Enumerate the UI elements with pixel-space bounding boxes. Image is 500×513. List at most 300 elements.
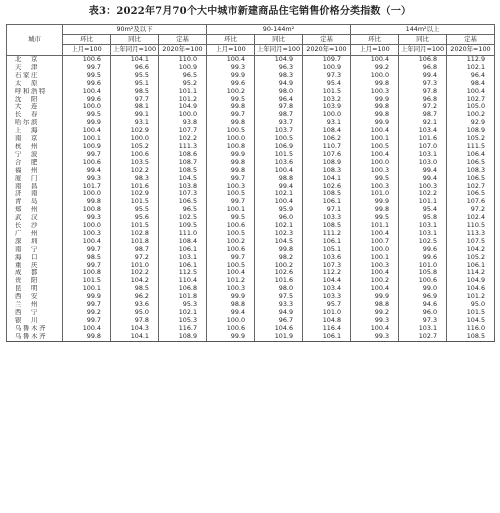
index-value-cell: 106.9 (255, 143, 303, 151)
index-value-cell: 101.5 (303, 88, 351, 96)
index-value-cell: 99.9 (351, 293, 399, 301)
index-value-cell: 106.8 (159, 285, 207, 293)
index-value-cell: 100.3 (351, 88, 399, 96)
index-value-cell: 99.7 (207, 175, 255, 183)
index-value-cell: 101.1 (399, 198, 447, 206)
index-value-cell: 106.1 (303, 198, 351, 206)
table-row (7, 143, 495, 151)
city-name-cell: 兰 州 (7, 301, 63, 309)
index-value-cell: 93.6 (111, 301, 159, 309)
table-row (7, 119, 495, 127)
index-value-cell: 102.7 (447, 183, 495, 191)
index-value-cell: 98.0 (255, 285, 303, 293)
table-row (7, 238, 495, 246)
city-name-cell: 郑 州 (7, 206, 63, 214)
index-value-cell: 106.1 (159, 262, 207, 270)
index-value-cell: 108.3 (303, 167, 351, 175)
index-value-cell: 102.2 (159, 135, 207, 143)
index-value-cell: 100.8 (63, 206, 111, 214)
index-value-cell: 104.1 (303, 175, 351, 183)
index-value-cell: 102.2 (399, 190, 447, 198)
table-row (7, 198, 495, 206)
index-value-cell: 100.5 (255, 135, 303, 143)
index-value-cell: 98.7 (111, 246, 159, 254)
index-value-cell: 112.9 (447, 56, 495, 64)
city-name-cell: 南 京 (7, 135, 63, 143)
index-value-cell: 97.2 (111, 254, 159, 262)
city-name-cell: 青 岛 (7, 198, 63, 206)
header-yoy: 同比 (399, 35, 447, 45)
index-value-cell: 104.5 (447, 317, 495, 325)
city-name-cell: 上 海 (7, 127, 63, 135)
index-value-cell: 103.1 (399, 325, 447, 333)
index-value-cell: 110.7 (303, 143, 351, 151)
header-fixed-base: 2020年=100 (447, 45, 495, 56)
city-name-cell: 南 宁 (7, 246, 63, 254)
index-value-cell: 95.5 (111, 72, 159, 80)
index-value-cell: 99.9 (207, 333, 255, 341)
header-base: 定基 (303, 35, 351, 45)
table-row (7, 325, 495, 333)
index-value-cell: 103.1 (159, 254, 207, 262)
index-value-cell: 100.4 (255, 167, 303, 175)
index-value-cell: 100.4 (447, 88, 495, 96)
city-name-cell: 重 庆 (7, 262, 63, 270)
index-value-cell: 111.0 (159, 230, 207, 238)
index-value-cell: 99.7 (63, 246, 111, 254)
index-value-cell: 99.9 (207, 293, 255, 301)
index-value-cell: 96.5 (159, 72, 207, 80)
index-value-cell: 99.6 (63, 80, 111, 88)
index-value-cell: 100.0 (111, 135, 159, 143)
city-name-cell: 昆 明 (7, 285, 63, 293)
index-value-cell: 100.3 (351, 183, 399, 191)
index-value-cell: 103.2 (303, 96, 351, 104)
index-value-cell: 100.4 (255, 198, 303, 206)
city-name-cell: 银 川 (7, 317, 63, 325)
index-value-cell: 103.6 (303, 254, 351, 262)
index-value-cell: 94.6 (399, 301, 447, 309)
index-value-cell: 100.9 (303, 64, 351, 72)
index-value-cell: 95.9 (255, 206, 303, 214)
index-value-cell: 98.5 (111, 285, 159, 293)
index-value-cell: 99.5 (351, 175, 399, 183)
index-value-cell: 101.5 (111, 198, 159, 206)
index-value-cell: 108.4 (303, 127, 351, 135)
index-value-cell: 100.2 (207, 88, 255, 96)
header-yoy-base: 上年同月=100 (399, 45, 447, 56)
table-row (7, 183, 495, 191)
city-name-cell: 杭 州 (7, 143, 63, 151)
index-value-cell: 95.0 (447, 301, 495, 309)
index-value-cell: 116.4 (303, 325, 351, 333)
index-value-cell: 110.0 (159, 56, 207, 64)
index-value-cell: 99.8 (351, 111, 399, 119)
city-name-cell: 太 原 (7, 80, 63, 88)
index-value-cell: 101.7 (63, 183, 111, 191)
index-value-cell: 104.5 (159, 175, 207, 183)
index-value-cell: 100.1 (63, 285, 111, 293)
city-name-cell: 成 都 (7, 269, 63, 277)
table-row (7, 159, 495, 167)
table-row (7, 111, 495, 119)
index-value-cell: 107.3 (303, 262, 351, 270)
index-value-cell: 103.1 (399, 222, 447, 230)
city-name-cell: 贵 阳 (7, 277, 63, 285)
index-value-cell: 96.2 (111, 293, 159, 301)
index-value-cell: 99.2 (63, 309, 111, 317)
index-value-cell: 99.3 (63, 175, 111, 183)
index-value-cell: 101.0 (399, 262, 447, 270)
index-value-cell: 100.2 (255, 262, 303, 270)
index-value-cell: 100.0 (63, 103, 111, 111)
index-value-cell: 104.5 (255, 238, 303, 246)
index-value-cell: 103.4 (399, 127, 447, 135)
header-yoy-base: 上年同月=100 (111, 45, 159, 56)
index-value-cell: 103.3 (303, 293, 351, 301)
index-value-cell: 106.5 (447, 159, 495, 167)
index-value-cell: 106.5 (447, 175, 495, 183)
index-value-cell: 96.8 (399, 96, 447, 104)
city-name-cell: 长 春 (7, 111, 63, 119)
header-mom: 环比 (351, 35, 399, 45)
index-value-cell: 93.3 (255, 301, 303, 309)
table-row (7, 151, 495, 159)
index-value-cell: 101.5 (447, 309, 495, 317)
index-value-cell: 99.5 (63, 111, 111, 119)
index-value-cell: 100.2 (447, 111, 495, 119)
header-city: 城市 (7, 25, 63, 56)
index-value-cell: 95.5 (111, 206, 159, 214)
index-value-cell: 99.7 (63, 301, 111, 309)
index-value-cell: 104.6 (447, 285, 495, 293)
index-value-cell: 99.8 (63, 333, 111, 341)
index-value-cell: 98.8 (255, 175, 303, 183)
index-value-cell: 98.2 (255, 254, 303, 262)
city-name-cell: 宁 波 (7, 151, 63, 159)
index-value-cell: 94.9 (255, 309, 303, 317)
index-value-cell: 99.2 (351, 309, 399, 317)
index-value-cell: 99.4 (399, 175, 447, 183)
index-value-cell: 99.4 (399, 72, 447, 80)
table-row (7, 72, 495, 80)
city-name-cell: 石家庄 (7, 72, 63, 80)
index-value-cell: 99.7 (63, 151, 111, 159)
index-value-cell: 100.0 (159, 111, 207, 119)
city-name-cell: 深 圳 (7, 238, 63, 246)
index-value-cell: 98.7 (255, 111, 303, 119)
index-value-cell: 100.3 (207, 183, 255, 191)
index-value-cell: 116.0 (447, 325, 495, 333)
index-value-cell: 105.2 (447, 254, 495, 262)
index-value-cell: 99.2 (351, 64, 399, 72)
index-value-cell: 108.5 (447, 333, 495, 341)
header-fixed-base: 2020年=100 (303, 45, 351, 56)
index-value-cell: 101.0 (111, 262, 159, 270)
index-value-cell: 101.1 (351, 222, 399, 230)
index-value-cell: 100.4 (351, 230, 399, 238)
index-value-cell: 108.5 (159, 167, 207, 175)
index-value-cell: 96.3 (255, 64, 303, 72)
index-value-cell: 99.7 (207, 198, 255, 206)
header-yoy: 同比 (255, 35, 303, 45)
index-value-cell: 106.1 (303, 238, 351, 246)
index-value-cell: 98.7 (399, 111, 447, 119)
index-value-cell: 102.7 (447, 96, 495, 104)
table-row (7, 246, 495, 254)
index-value-cell: 100.6 (111, 151, 159, 159)
index-value-cell: 98.5 (63, 254, 111, 262)
table-row (7, 88, 495, 96)
index-value-cell: 100.6 (63, 56, 111, 64)
table-row (7, 301, 495, 309)
table-row (7, 269, 495, 277)
table-row (7, 64, 495, 72)
index-value-cell: 103.3 (303, 214, 351, 222)
city-name-cell: 武 汉 (7, 214, 63, 222)
index-value-cell: 107.0 (399, 143, 447, 151)
index-value-cell: 104.9 (159, 103, 207, 111)
index-value-cell: 101.6 (255, 277, 303, 285)
index-value-cell: 95.6 (111, 214, 159, 222)
index-value-cell: 97.7 (111, 96, 159, 104)
index-value-cell: 98.8 (207, 301, 255, 309)
index-value-cell: 98.5 (111, 88, 159, 96)
index-value-cell: 99.3 (207, 64, 255, 72)
index-value-cell: 99.1 (111, 111, 159, 119)
index-value-cell: 104.2 (111, 277, 159, 285)
city-name-cell: 哈尔滨 (7, 119, 63, 127)
header-yoy: 同比 (111, 35, 159, 45)
index-value-cell: 98.4 (447, 80, 495, 88)
index-value-cell: 102.1 (255, 222, 303, 230)
index-value-cell: 116.7 (159, 325, 207, 333)
index-value-cell: 108.6 (159, 151, 207, 159)
index-value-cell: 102.1 (447, 64, 495, 72)
index-value-cell: 100.3 (207, 285, 255, 293)
index-value-cell: 100.6 (399, 277, 447, 285)
index-value-cell: 103.1 (399, 151, 447, 159)
index-value-cell: 100.5 (207, 262, 255, 270)
city-name-cell: 长 沙 (7, 222, 63, 230)
header-yoy-base: 上年同月=100 (255, 45, 303, 56)
index-value-cell: 105.8 (399, 269, 447, 277)
index-value-cell: 102.3 (255, 230, 303, 238)
index-value-cell: 98.3 (111, 175, 159, 183)
index-value-cell: 104.4 (303, 277, 351, 285)
index-value-cell: 99.8 (351, 80, 399, 88)
index-value-cell: 102.8 (111, 230, 159, 238)
index-value-cell: 103.7 (255, 127, 303, 135)
index-value-cell: 100.0 (351, 72, 399, 80)
index-value-cell: 92.1 (399, 119, 447, 127)
index-value-cell: 106.5 (159, 198, 207, 206)
index-value-cell: 100.2 (207, 238, 255, 246)
index-value-cell: 100.4 (207, 56, 255, 64)
index-value-cell: 106.5 (447, 190, 495, 198)
index-value-cell: 102.7 (399, 333, 447, 341)
table-row (7, 309, 495, 317)
index-value-cell: 100.4 (63, 127, 111, 135)
table-row (7, 190, 495, 198)
index-value-cell: 102.5 (399, 238, 447, 246)
index-value-cell: 95.2 (159, 80, 207, 88)
index-value-cell: 99.3 (351, 333, 399, 341)
table-row (7, 262, 495, 270)
index-value-cell: 106.1 (447, 262, 495, 270)
index-value-cell: 99.8 (351, 206, 399, 214)
index-value-cell: 102.2 (111, 269, 159, 277)
index-value-cell: 101.2 (159, 96, 207, 104)
index-value-cell: 99.4 (255, 183, 303, 191)
index-value-cell: 100.3 (351, 167, 399, 175)
header-mom-base: 上月=100 (63, 45, 111, 56)
index-value-cell: 102.6 (255, 269, 303, 277)
index-value-cell: 100.1 (351, 135, 399, 143)
index-value-cell: 103.8 (159, 183, 207, 191)
index-value-cell: 101.8 (111, 238, 159, 246)
index-value-cell: 97.3 (303, 72, 351, 80)
header-fixed-base: 2020年=100 (159, 45, 207, 56)
index-value-cell: 96.9 (399, 293, 447, 301)
index-value-cell: 96.8 (399, 64, 447, 72)
index-value-cell: 104.1 (111, 56, 159, 64)
city-name-cell: 北 京 (7, 56, 63, 64)
index-value-cell: 95.0 (111, 309, 159, 317)
index-value-cell: 97.8 (111, 317, 159, 325)
city-name-cell: 呼和浩特 (7, 88, 63, 96)
table-row (7, 103, 495, 111)
index-value-cell: 99.4 (399, 167, 447, 175)
header-base: 定基 (447, 35, 495, 45)
index-value-cell: 109.5 (159, 222, 207, 230)
index-value-cell: 98.8 (351, 301, 399, 309)
header-mom-base: 上月=100 (207, 45, 255, 56)
index-value-cell: 101.2 (207, 277, 255, 285)
table-row (7, 96, 495, 104)
index-value-cell: 100.4 (351, 269, 399, 277)
index-value-cell: 111.3 (159, 143, 207, 151)
index-value-cell: 99.9 (63, 119, 111, 127)
index-value-cell: 100.4 (351, 325, 399, 333)
index-value-cell: 100.9 (159, 64, 207, 72)
table-row (7, 317, 495, 325)
index-value-cell: 112.2 (303, 269, 351, 277)
city-name-cell: 南 昌 (7, 183, 63, 191)
index-value-cell: 97.1 (303, 206, 351, 214)
index-value-cell: 97.8 (255, 103, 303, 111)
index-value-cell: 99.9 (207, 72, 255, 80)
index-value-cell: 100.5 (207, 190, 255, 198)
table-row (7, 214, 495, 222)
index-value-cell: 107.5 (447, 238, 495, 246)
header-mom: 环比 (63, 35, 111, 45)
city-name-cell: 沈 阳 (7, 96, 63, 104)
index-value-cell: 100.0 (351, 159, 399, 167)
index-value-cell: 108.5 (303, 190, 351, 198)
city-name-cell: 广 州 (7, 230, 63, 238)
index-value-cell: 99.5 (351, 214, 399, 222)
table-row (7, 80, 495, 88)
index-value-cell: 100.1 (351, 254, 399, 262)
index-value-cell: 99.9 (63, 293, 111, 301)
index-value-cell: 100.0 (303, 111, 351, 119)
table-row (7, 222, 495, 230)
header-group-small: 90m²及以下 (63, 25, 207, 35)
index-value-cell: 103.1 (399, 230, 447, 238)
city-name-cell: 合 肥 (7, 159, 63, 167)
index-value-cell: 109.7 (303, 56, 351, 64)
city-name-cell: 西 宁 (7, 309, 63, 317)
index-value-cell: 100.4 (351, 56, 399, 64)
table-row (7, 175, 495, 183)
index-value-cell: 97.3 (399, 317, 447, 325)
index-value-cell: 104.2 (447, 246, 495, 254)
index-value-cell: 99.7 (63, 262, 111, 270)
index-value-cell: 102.6 (303, 183, 351, 191)
index-value-cell: 106.1 (303, 333, 351, 341)
index-value-cell: 102.4 (447, 214, 495, 222)
index-value-cell: 99.6 (399, 246, 447, 254)
index-value-cell: 95.1 (111, 80, 159, 88)
index-value-cell: 100.4 (63, 325, 111, 333)
index-value-cell: 100.1 (63, 135, 111, 143)
index-value-cell: 99.5 (207, 96, 255, 104)
index-value-cell: 99.7 (63, 317, 111, 325)
index-value-cell: 100.3 (63, 230, 111, 238)
header-group-large: 144m²以上 (351, 25, 495, 35)
index-value-cell: 106.1 (159, 246, 207, 254)
index-value-cell: 100.6 (63, 159, 111, 167)
table-row (7, 230, 495, 238)
city-name-cell: 厦 门 (7, 175, 63, 183)
index-value-cell: 95.3 (159, 301, 207, 309)
index-value-cell: 93.8 (159, 119, 207, 127)
index-value-cell: 100.7 (351, 238, 399, 246)
price-index-table-container (6, 24, 494, 342)
index-value-cell: 100.4 (351, 127, 399, 135)
index-value-cell: 100.0 (207, 135, 255, 143)
index-value-cell: 102.1 (159, 309, 207, 317)
index-value-cell: 100.4 (207, 269, 255, 277)
city-name-cell: 西 安 (7, 293, 63, 301)
index-value-cell: 100.2 (351, 277, 399, 285)
table-row (7, 277, 495, 285)
index-value-cell: 99.8 (63, 198, 111, 206)
index-value-cell: 108.3 (447, 167, 495, 175)
index-value-cell: 103.0 (399, 159, 447, 167)
index-value-cell: 108.9 (303, 159, 351, 167)
index-value-cell: 99.3 (63, 214, 111, 222)
index-value-cell: 96.4 (255, 96, 303, 104)
header-group-medium: 90-144m² (207, 25, 351, 35)
index-value-cell: 94.9 (255, 80, 303, 88)
index-value-cell: 97.2 (447, 206, 495, 214)
index-value-cell: 99.4 (207, 309, 255, 317)
index-value-cell: 103.4 (303, 285, 351, 293)
index-value-cell: 96.6 (111, 64, 159, 72)
index-value-cell: 104.8 (303, 317, 351, 325)
index-value-cell: 99.5 (207, 214, 255, 222)
table-row (7, 206, 495, 214)
index-value-cell: 108.9 (447, 127, 495, 135)
index-value-cell: 110.5 (447, 222, 495, 230)
index-value-cell: 99.8 (351, 103, 399, 111)
city-name-cell: 乌鲁木齐 (7, 333, 63, 341)
index-value-cell: 99.7 (63, 64, 111, 72)
index-value-cell: 101.0 (303, 309, 351, 317)
index-value-cell: 100.0 (63, 222, 111, 230)
